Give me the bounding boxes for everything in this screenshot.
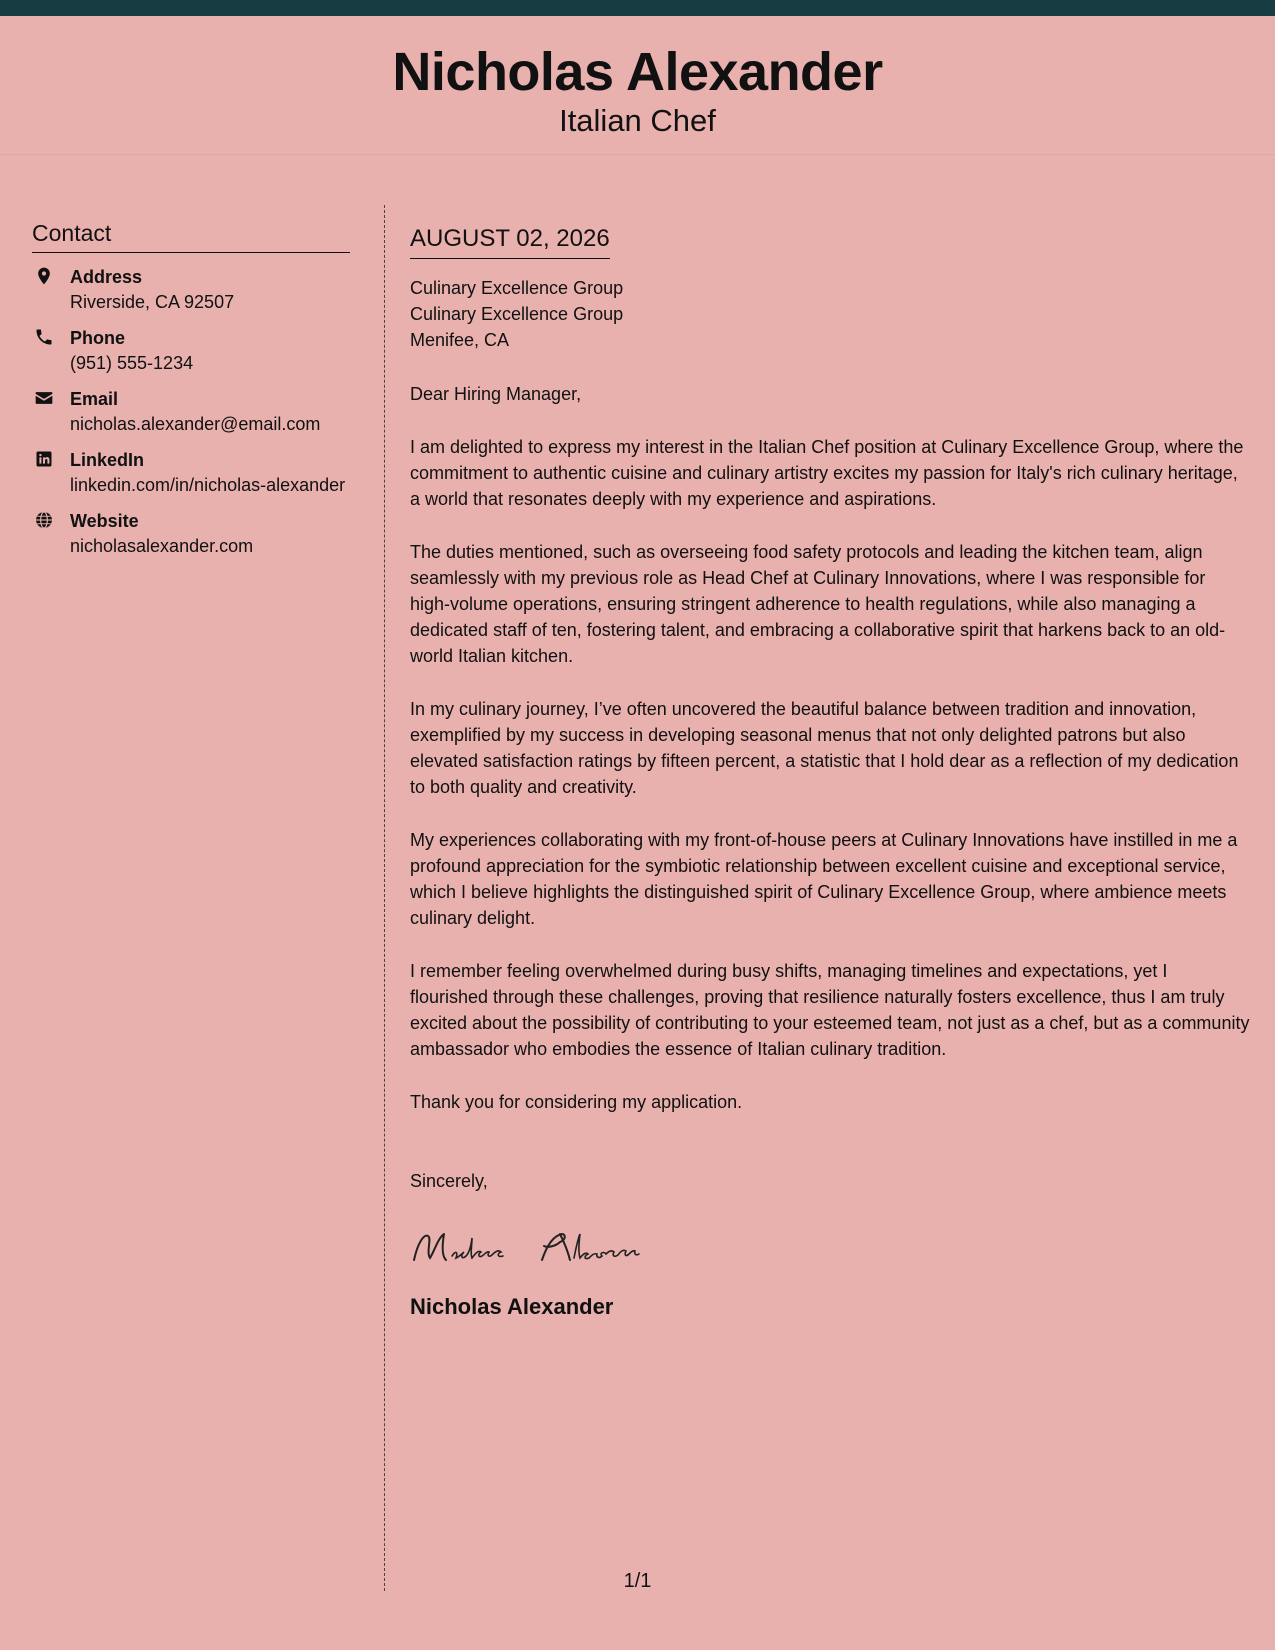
linkedin-icon	[34, 449, 54, 469]
contact-label: LinkedIn	[70, 450, 145, 470]
paragraph: In my culinary journey, I’ve often uncovered the beautiful balance between tradition and innovation, exemplified by my success in developing seasonal menus that not only delighted patrons but also elevated satisfaction ratings by fifteen percent, a statistic that I hold dear as a reflection of my dedication to both quality and creativity.	[410, 699, 1239, 797]
signer-name: Nicholas Alexander	[410, 1294, 614, 1319]
contact-heading: Contact	[32, 218, 350, 253]
paragraph: The duties mentioned, such as overseeing food safety protocols and leading the kitchen team, align seamlessly with my previous role as Head Chef at Culinary Innovations, where I was responsible for high-volume operations, ensuring stringent adherence to health regulations, while also managing a dedicated staff of ten, fostering talent, and embracing a collaborative spirit that harkens back to an old-world Italian kitchen.	[410, 542, 1226, 666]
contact-label: Address	[70, 267, 143, 287]
paragraph: Thank you for considering my application.	[410, 1092, 743, 1112]
letter-body	[410, 222, 1250, 1320]
contact-value: nicholas.alexander@email.com	[70, 414, 321, 434]
applicant-role: Italian Chef	[559, 103, 716, 138]
top-accent-bar	[0, 0, 1275, 16]
contact-item-website	[32, 509, 350, 558]
letter-date: AUGUST 02, 2026	[410, 222, 610, 259]
greeting: Dear Hiring Manager,	[410, 384, 582, 404]
column-divider	[384, 205, 385, 1591]
phone-icon	[34, 327, 54, 347]
map-pin-icon	[34, 266, 54, 286]
envelope-icon	[34, 388, 54, 408]
paragraph: My experiences collaborating with my front-of-house peers at Culinary Innovations have instilled in me a profound appreciation for the symbiotic relationship between excellent cuisine and exceptional service, which I believe highlights the distinguished spirit of Culinary Excellence Group, where ambience meets culinary delight.	[410, 830, 1238, 928]
handwritten-signature	[410, 1222, 680, 1272]
recipient-block	[410, 275, 1250, 353]
applicant-name: Nicholas Alexander	[392, 42, 883, 102]
recipient-line: Culinary Excellence Group	[410, 304, 624, 324]
recipient-line: Menifee, CA	[410, 330, 510, 350]
contact-value: (951) 555-1234	[70, 353, 194, 373]
contact-item-phone	[32, 326, 350, 375]
signature-image	[410, 1222, 1250, 1272]
contact-item-email	[32, 387, 350, 436]
contact-item-address	[32, 265, 350, 314]
page-number: 1/1	[623, 1570, 652, 1592]
contact-label: Phone	[70, 328, 126, 348]
contact-value: nicholasalexander.com	[70, 536, 254, 556]
globe-icon	[34, 510, 54, 530]
closing: Sincerely,	[410, 1171, 488, 1191]
recipient-line: Culinary Excellence Group	[410, 278, 624, 298]
paragraph: I am delighted to express my interest in the Italian Chef position at Culinary Excellence Group, where the commitment to authentic cuisine and culinary artistry excites my passion for Italy's rich culinary heritage, a world that resonates deeply with my experience and aspirations.	[410, 437, 1244, 509]
contact-value: linkedin.com/in/nicholas-alexander	[70, 475, 346, 495]
contact-sidebar	[32, 218, 350, 558]
contact-item-linkedin	[32, 448, 350, 497]
contact-label: Website	[70, 511, 139, 531]
contact-label: Email	[70, 389, 119, 409]
page-header	[0, 16, 1275, 155]
contact-value: Riverside, CA 92507	[70, 292, 235, 312]
paragraph: I remember feeling overwhelmed during busy shifts, managing timelines and expectations, yet I flourished through these challenges, proving that resilience naturally fosters excellence, thus I am truly excited about the possibility of contributing to your esteemed team, not just as a chef, but as a community ambassador who embodies the essence of Italian culinary tradition.	[410, 961, 1250, 1059]
